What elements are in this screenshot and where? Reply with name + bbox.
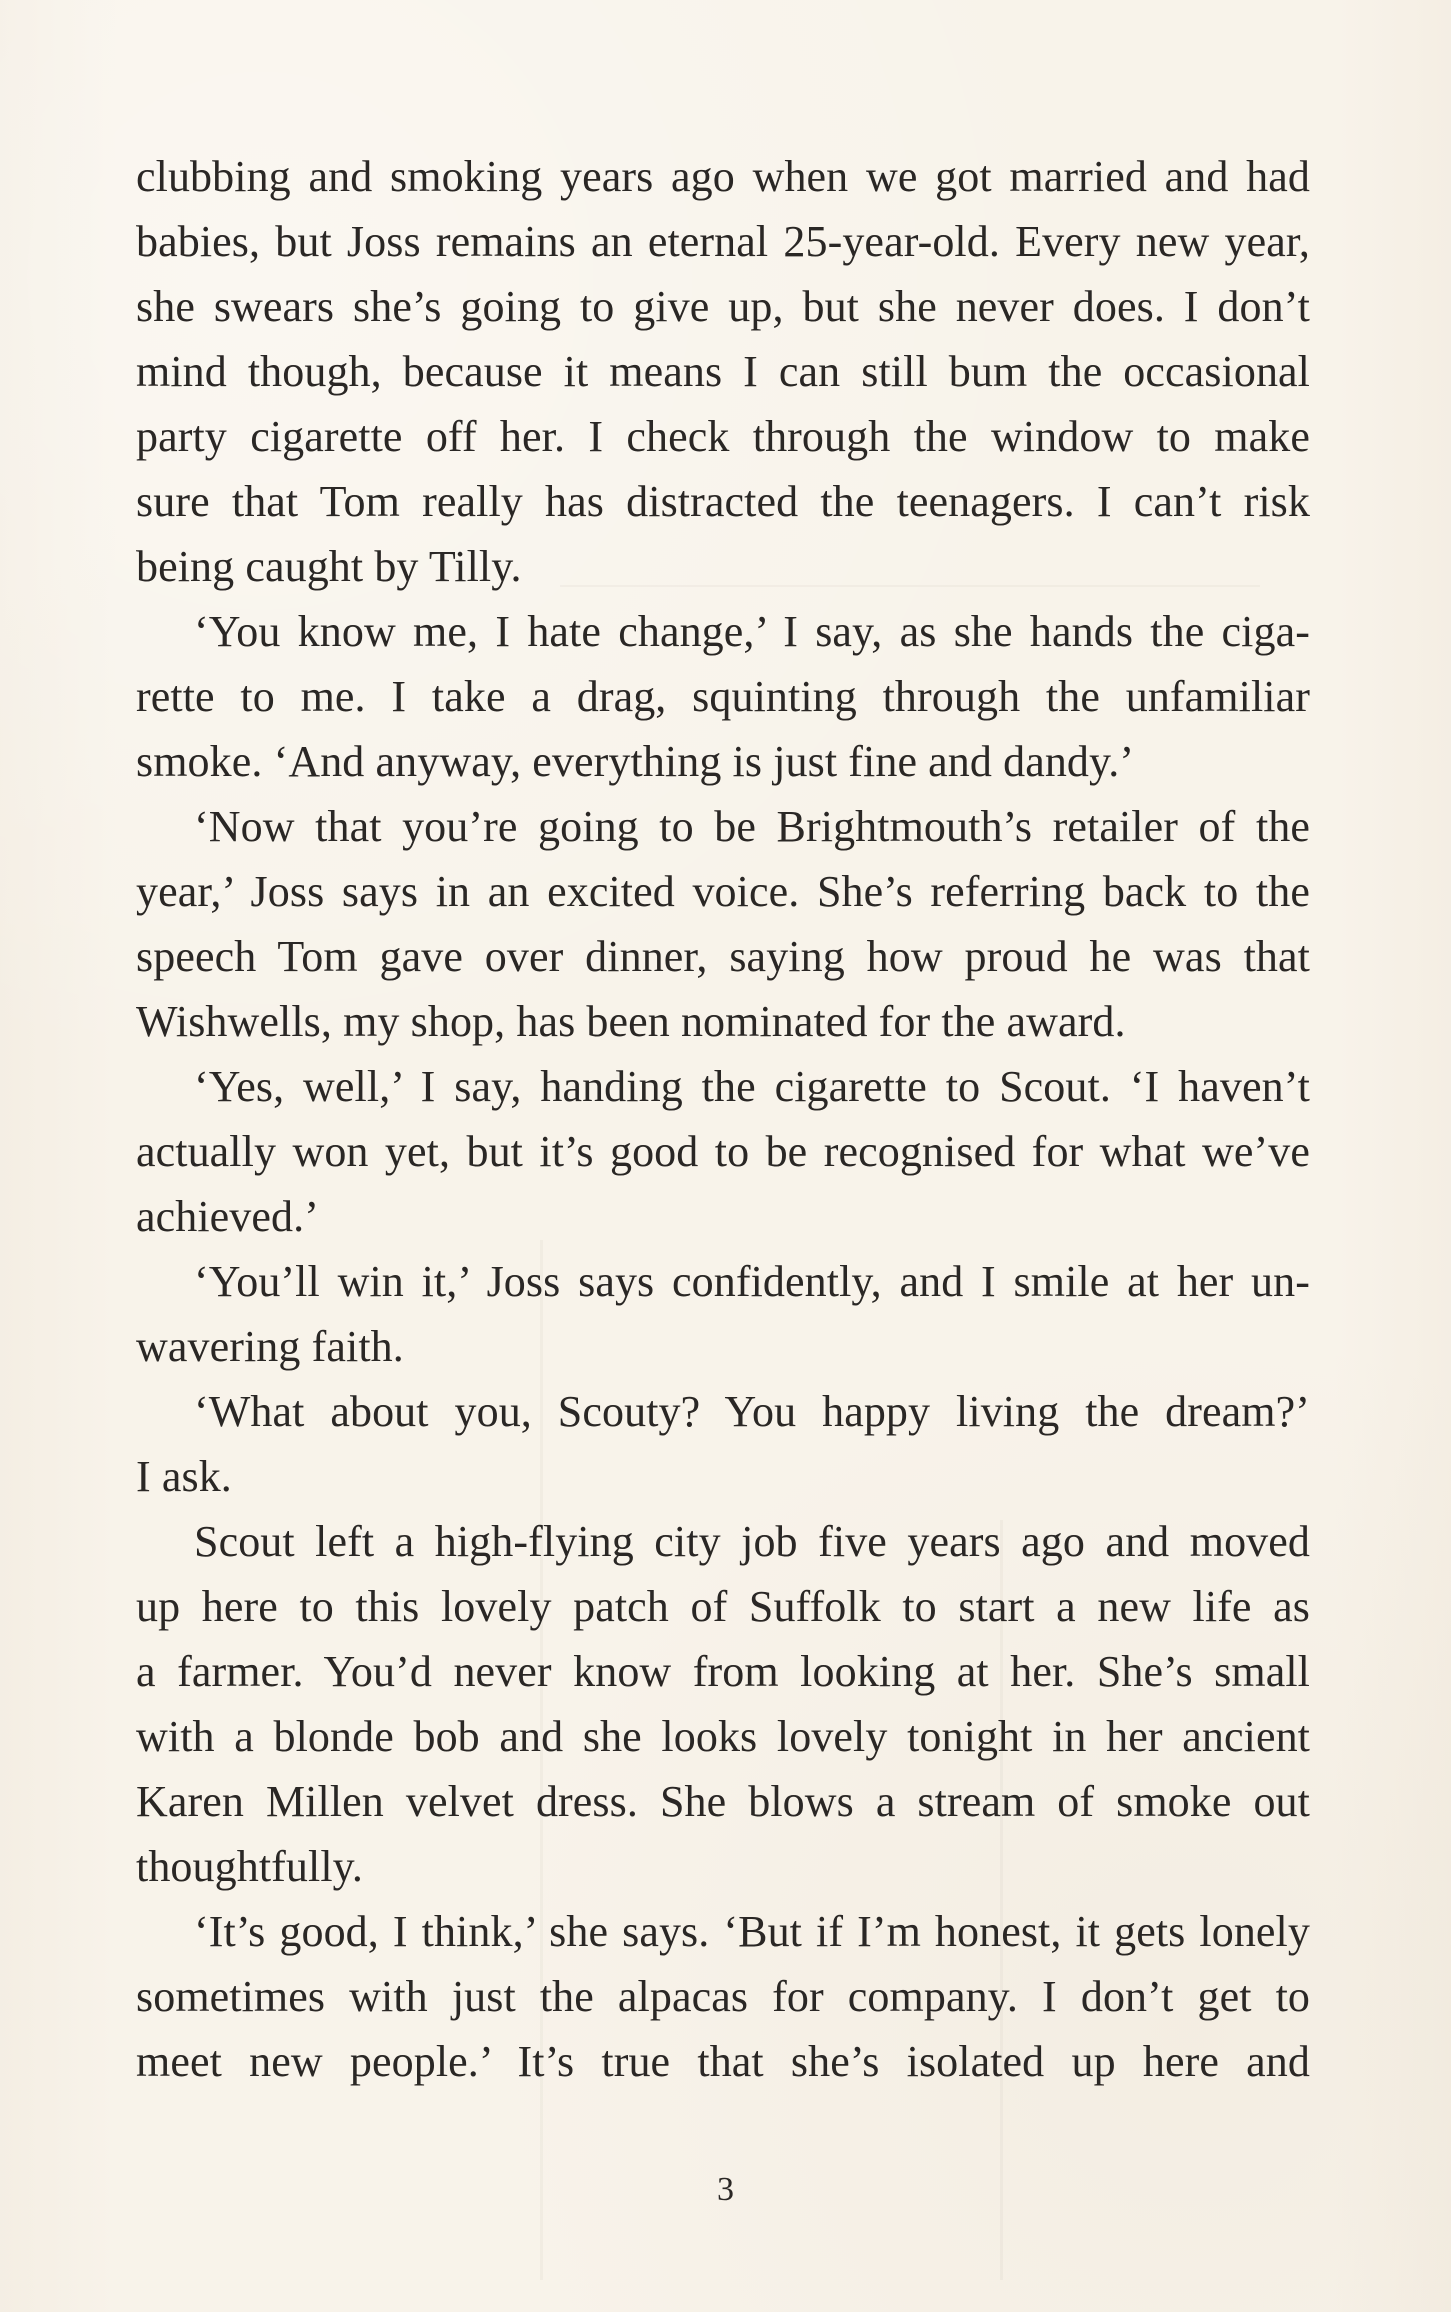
text-line: Karen Millen velvet dress. She blows a stream of smoke out [136,1777,1310,1826]
text-line: babies, but Joss remains an eternal 25-year-old. Every new year, [136,217,1310,266]
text-line: party cigarette off her. I check through the window to make [136,412,1310,461]
text-line: I ask. [136,1452,232,1501]
text-line: achieved.’ [136,1192,319,1241]
text-line: being caught by Tilly. [136,542,522,591]
text-line: thoughtfully. [136,1842,363,1891]
text-line: with a blonde bob and she looks lovely tonight in her ancient [136,1712,1310,1761]
text-line: up here to this lovely patch of Suffolk to start a new life as [136,1582,1310,1631]
text-line: sure that Tom really has distracted the teenagers. I can’t risk [136,477,1310,526]
text-line: Wishwells, my shop, has been nominated for the award. [136,997,1126,1046]
text-line: smoke. ‘And anyway, everything is just fine and dandy.’ [136,737,1135,786]
text-line: sometimes with just the alpacas for company. I don’t get to [136,1972,1310,2021]
text-line: ‘You’ll win it,’ Joss says confidently, and I smile at her un- [194,1257,1310,1306]
text-line: wavering faith. [136,1322,404,1371]
body-text [136,144,1310,2094]
text-line: year,’ Joss says in an excited voice. She’s referring back to the [136,867,1310,916]
text-line: meet new people.’ It’s true that she’s isolated up here and [136,2037,1310,2086]
text-line: ‘It’s good, I think,’ she says. ‘But if I’m honest, it gets lonely [194,1907,1310,1956]
text-line: ‘What about you, Scouty? You happy living the dream?’ [194,1387,1310,1436]
text-line: ‘You know me, I hate change,’ I say, as she hands the ciga- [194,607,1310,656]
text-line: clubbing and smoking years ago when we got married and had [136,152,1310,201]
text-line: rette to me. I take a drag, squinting through the unfamiliar [136,672,1310,721]
text-line: a farmer. You’d never know from looking at her. She’s small [136,1647,1310,1696]
text-line: speech Tom gave over dinner, saying how proud he was that [136,932,1310,981]
text-line: actually won yet, but it’s good to be recognised for what we’ve [136,1127,1310,1176]
text-line: she swears she’s going to give up, but she never does. I don’t [136,282,1310,331]
text-line: ‘Now that you’re going to be Brightmouth’s retailer of the [194,802,1310,851]
text-line: ‘Yes, well,’ I say, handing the cigarette to Scout. ‘I haven’t [194,1062,1310,1111]
text-line: Scout left a high-flying city job five years ago and moved [194,1517,1310,1566]
page-number: 3 [717,2171,734,2208]
text-line: mind though, because it means I can still bum the occasional [136,347,1310,396]
